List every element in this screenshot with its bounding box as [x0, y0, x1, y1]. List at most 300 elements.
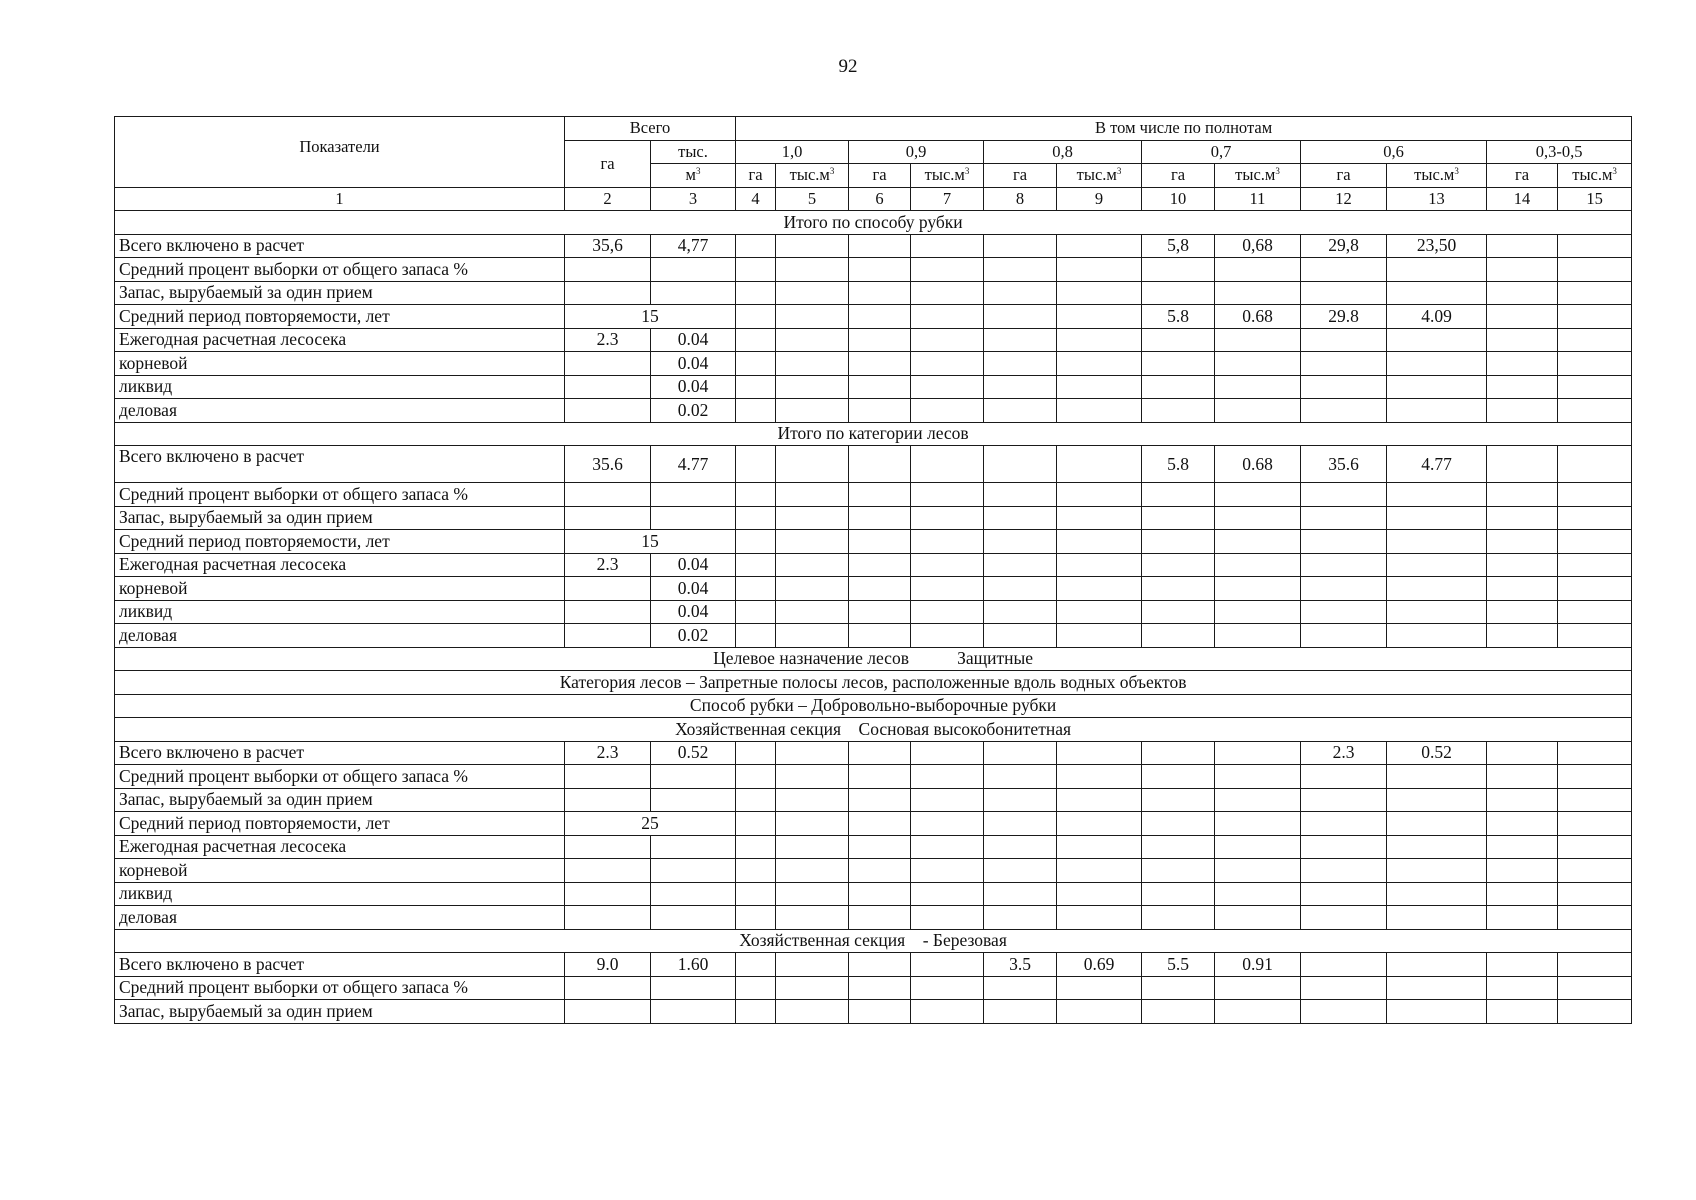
table-cell [911, 859, 984, 883]
table-cell [1057, 906, 1142, 930]
table-cell [1301, 281, 1387, 305]
table-row [115, 305, 1632, 329]
table-cell [1487, 741, 1558, 765]
table-cell [736, 328, 776, 352]
table-cell [1142, 281, 1215, 305]
table-cell [565, 835, 651, 859]
table-cell [651, 882, 736, 906]
column-number: 14 [1487, 187, 1558, 211]
table-cell [1487, 305, 1558, 329]
column-number: 5 [776, 187, 849, 211]
table-cell [1487, 530, 1558, 554]
table-cell [984, 234, 1057, 258]
table-cell [1487, 976, 1558, 1000]
table-cell [849, 788, 911, 812]
table-cell [911, 553, 984, 577]
table-cell: 0.52 [1387, 741, 1487, 765]
table-cell [565, 600, 651, 624]
table-cell [1215, 375, 1301, 399]
table-cell [776, 305, 849, 329]
table-cell [1215, 258, 1301, 282]
table-cell [776, 553, 849, 577]
table-cell [1142, 328, 1215, 352]
table-cell [984, 483, 1057, 507]
table-cell [1387, 859, 1487, 883]
header-unit-ha: га [1142, 164, 1215, 188]
table-cell [984, 281, 1057, 305]
table-cell [1215, 1000, 1301, 1024]
table-cell [849, 375, 911, 399]
row-label: деловая [115, 624, 565, 648]
table-row [115, 281, 1632, 305]
table-cell [1387, 399, 1487, 423]
table-cell [984, 788, 1057, 812]
table-cell [984, 741, 1057, 765]
table-cell [1057, 375, 1142, 399]
table-cell [1057, 577, 1142, 601]
table-cell [565, 375, 651, 399]
table-cell [1057, 812, 1142, 836]
table-cell [984, 553, 1057, 577]
table-cell [1558, 577, 1632, 601]
table-row [115, 976, 1632, 1000]
table-row [115, 882, 1632, 906]
table-cell [776, 835, 849, 859]
table-cell: 29.8 [1301, 305, 1387, 329]
table-cell [736, 305, 776, 329]
table-row [115, 741, 1632, 765]
table-cell [1301, 765, 1387, 789]
table-cell [1057, 281, 1142, 305]
table-row [115, 234, 1632, 258]
table-cell [1387, 788, 1487, 812]
header-density-1: 1,0 [736, 140, 849, 164]
header-density-6: 0,3-0,5 [1487, 140, 1632, 164]
table-cell [776, 328, 849, 352]
column-numbers-row [115, 187, 1632, 211]
table-cell [651, 906, 736, 930]
table-row [115, 506, 1632, 530]
table-cell [565, 788, 651, 812]
table-cell [1301, 953, 1387, 977]
table-cell [1558, 765, 1632, 789]
table-cell: 4.77 [651, 446, 736, 483]
table-cell [1142, 906, 1215, 930]
table-cell [565, 976, 651, 1000]
table-cell [1387, 906, 1487, 930]
table-cell [1387, 553, 1487, 577]
table-cell [1387, 483, 1487, 507]
header-total-ha: га [565, 140, 651, 187]
table-cell [736, 483, 776, 507]
page-number: 92 [838, 56, 858, 77]
header-total: Всего [565, 117, 736, 141]
table-cell [849, 906, 911, 930]
table-cell [1301, 352, 1387, 376]
table-cell [1558, 305, 1632, 329]
row-label: ликвид [115, 375, 565, 399]
table-cell [1387, 281, 1487, 305]
header-unit-ha: га [1487, 164, 1558, 188]
table-cell [911, 483, 984, 507]
allowable-cut-table [114, 116, 1632, 1024]
table-cell [849, 835, 911, 859]
row-label: Средний процент выборки от общего запаса % [115, 483, 565, 507]
table-cell [1301, 258, 1387, 282]
table-cell [736, 506, 776, 530]
header-total-vol-bottom: $м^3$ [651, 164, 736, 188]
section-header-row [115, 211, 1632, 235]
table-cell [1301, 835, 1387, 859]
table-cell [984, 624, 1057, 648]
table-row [115, 530, 1632, 554]
table-cell [1387, 577, 1487, 601]
row-label: Запас, вырубаемый за один прием [115, 506, 565, 530]
table-cell [1057, 765, 1142, 789]
table-cell [849, 600, 911, 624]
row-label: Запас, вырубаемый за один прием [115, 1000, 565, 1024]
table-cell [1487, 234, 1558, 258]
table-cell [1487, 399, 1558, 423]
table-cell [911, 328, 984, 352]
table-cell [1142, 506, 1215, 530]
header-unit-vol: $тыс.м^3$ [911, 164, 984, 188]
table-cell [1215, 600, 1301, 624]
table-cell [565, 399, 651, 423]
table-cell: 0,68 [1215, 234, 1301, 258]
table-cell [1558, 352, 1632, 376]
table-cell [1215, 281, 1301, 305]
table-cell [1215, 835, 1301, 859]
table-cell [1487, 835, 1558, 859]
table-cell [1057, 859, 1142, 883]
table-cell [1387, 953, 1487, 977]
table-cell [1215, 328, 1301, 352]
table-cell [736, 788, 776, 812]
table-cell [1487, 258, 1558, 282]
table-cell [1558, 530, 1632, 554]
table-row [115, 446, 1632, 483]
column-number: 1 [115, 187, 565, 211]
table-cell [651, 483, 736, 507]
table-cell [565, 352, 651, 376]
table-cell [1301, 506, 1387, 530]
table-cell: 3.5 [984, 953, 1057, 977]
table-cell [1057, 835, 1142, 859]
table-cell [1558, 788, 1632, 812]
table-cell [1558, 624, 1632, 648]
table-cell [1215, 976, 1301, 1000]
table-cell [1558, 258, 1632, 282]
table-cell [1057, 788, 1142, 812]
table-cell [984, 399, 1057, 423]
table-cell [651, 506, 736, 530]
table-row [115, 906, 1632, 930]
table-cell [1558, 882, 1632, 906]
table-cell: 0.52 [651, 741, 736, 765]
table-cell [849, 446, 911, 483]
table-cell [1487, 446, 1558, 483]
row-label: корневой [115, 352, 565, 376]
header-density-4: 0,7 [1142, 140, 1301, 164]
table-cell: 0.02 [651, 624, 736, 648]
row-label: Всего включено в расчет [115, 953, 565, 977]
table-row [115, 788, 1632, 812]
table-cell [736, 953, 776, 977]
table-cell [849, 352, 911, 376]
table-cell [1558, 741, 1632, 765]
table-cell [651, 281, 736, 305]
header-unit-vol: $тыс.м^3$ [1057, 164, 1142, 188]
table-cell [984, 258, 1057, 282]
table-cell [1057, 328, 1142, 352]
table-cell [911, 765, 984, 789]
section-title: Итого по категории лесов [115, 422, 1632, 446]
table-cell [1215, 352, 1301, 376]
table-cell [1487, 953, 1558, 977]
table-cell [1487, 882, 1558, 906]
table-cell: 4.77 [1387, 446, 1487, 483]
table-cell [736, 600, 776, 624]
row-label: Всего включено в расчет [115, 446, 565, 483]
row-label: Средний период повторяемости, лет [115, 305, 565, 329]
section-header-row [115, 671, 1632, 695]
table-row [115, 553, 1632, 577]
table-cell [849, 305, 911, 329]
table-cell [911, 530, 984, 554]
table-cell [1215, 812, 1301, 836]
table-cell [849, 483, 911, 507]
table-cell [849, 953, 911, 977]
table-cell [911, 1000, 984, 1024]
header-unit-vol: $тыс.м^3$ [1215, 164, 1301, 188]
table-cell [651, 976, 736, 1000]
table-cell [1387, 328, 1487, 352]
table-cell [565, 506, 651, 530]
header-unit-vol: $тыс.м^3$ [1558, 164, 1632, 188]
row-label: Запас, вырубаемый за один прием [115, 281, 565, 305]
table-cell: 2.3 [565, 553, 651, 577]
table-cell [776, 953, 849, 977]
table-cell [565, 882, 651, 906]
table-cell [736, 399, 776, 423]
table-cell: 35.6 [565, 446, 651, 483]
table-cell [911, 305, 984, 329]
table-row [115, 624, 1632, 648]
table-cell [1558, 906, 1632, 930]
table-cell [1057, 976, 1142, 1000]
row-label: Ежегодная расчетная лесосека [115, 553, 565, 577]
table-row [115, 859, 1632, 883]
table-cell [1301, 1000, 1387, 1024]
table-cell [1301, 577, 1387, 601]
row-label: Всего включено в расчет [115, 741, 565, 765]
section-title: Целевое назначение лесов Защитные [115, 647, 1632, 671]
table-cell [565, 859, 651, 883]
table-cell [736, 1000, 776, 1024]
table-cell [849, 258, 911, 282]
table-cell [736, 446, 776, 483]
table-cell [1487, 624, 1558, 648]
table-cell [849, 234, 911, 258]
table-cell [1142, 258, 1215, 282]
table-cell [849, 812, 911, 836]
table-cell [911, 281, 984, 305]
table-cell [1142, 553, 1215, 577]
table-cell [1142, 859, 1215, 883]
table-header [115, 117, 1632, 211]
table-cell [736, 765, 776, 789]
table-cell [1057, 600, 1142, 624]
table-cell [736, 577, 776, 601]
table-cell [984, 976, 1057, 1000]
table-cell [984, 1000, 1057, 1024]
table-cell [849, 328, 911, 352]
row-label: корневой [115, 859, 565, 883]
column-number: 4 [736, 187, 776, 211]
table-cell [1558, 859, 1632, 883]
table-cell [911, 577, 984, 601]
table-cell [1487, 375, 1558, 399]
table-cell [651, 859, 736, 883]
table-cell: 0.04 [651, 553, 736, 577]
table-cell: 2.3 [565, 741, 651, 765]
table-cell [1142, 399, 1215, 423]
section-header-row [115, 718, 1632, 742]
table-cell [776, 577, 849, 601]
table-cell [776, 765, 849, 789]
table-cell [776, 530, 849, 554]
table-cell [1487, 352, 1558, 376]
table-cell [1487, 765, 1558, 789]
table-cell [1558, 506, 1632, 530]
table-cell [1487, 600, 1558, 624]
table-cell [1387, 835, 1487, 859]
table-cell [1301, 624, 1387, 648]
table-cell [849, 882, 911, 906]
table-cell [911, 812, 984, 836]
table-cell [984, 600, 1057, 624]
table-cell: 0.02 [651, 399, 736, 423]
table-cell: 29,8 [1301, 234, 1387, 258]
table-cell [1057, 624, 1142, 648]
table-cell [1558, 483, 1632, 507]
table-cell [1301, 788, 1387, 812]
table-cell [736, 835, 776, 859]
table-cell [1215, 483, 1301, 507]
table-cell [911, 882, 984, 906]
table-cell [776, 976, 849, 1000]
table-cell: 5,8 [1142, 234, 1215, 258]
table-cell [1215, 577, 1301, 601]
table-row [115, 328, 1632, 352]
table-cell [776, 906, 849, 930]
table-cell [1487, 788, 1558, 812]
table-cell [1215, 906, 1301, 930]
table-cell [1215, 553, 1301, 577]
table-cell [565, 624, 651, 648]
column-number: 10 [1142, 187, 1215, 211]
table-cell [651, 835, 736, 859]
table-cell [984, 577, 1057, 601]
table-cell [984, 506, 1057, 530]
section-title: Категория лесов – Запретные полосы лесов, расположенные вдоль водных объектов [115, 671, 1632, 695]
table-cell [776, 741, 849, 765]
table-cell: 2.3 [1301, 741, 1387, 765]
table-cell [911, 976, 984, 1000]
table-cell [565, 577, 651, 601]
table-cell [1215, 882, 1301, 906]
table-cell [1057, 234, 1142, 258]
table-cell [1057, 446, 1142, 483]
table-cell [1057, 530, 1142, 554]
table-cell [911, 788, 984, 812]
table-cell [1301, 812, 1387, 836]
table-cell: 0.68 [1215, 305, 1301, 329]
table-row [115, 812, 1632, 836]
table-cell [849, 741, 911, 765]
table-cell [849, 506, 911, 530]
table-cell [911, 953, 984, 977]
row-label: ликвид [115, 600, 565, 624]
table-cell [1558, 553, 1632, 577]
table-cell [1387, 1000, 1487, 1024]
table-cell [736, 859, 776, 883]
table-cell [736, 530, 776, 554]
table-cell [1215, 399, 1301, 423]
table-row [115, 399, 1632, 423]
column-number: 3 [651, 187, 736, 211]
row-label: Запас, вырубаемый за один прием [115, 788, 565, 812]
table-cell [911, 234, 984, 258]
table-cell [1487, 553, 1558, 577]
table-cell [1558, 812, 1632, 836]
header-unit-ha: га [736, 164, 776, 188]
table-cell: 4.09 [1387, 305, 1487, 329]
table-cell [1057, 305, 1142, 329]
table-cell [736, 281, 776, 305]
table-row [115, 600, 1632, 624]
table-cell [1301, 530, 1387, 554]
table-cell [1215, 788, 1301, 812]
table-cell [984, 352, 1057, 376]
table-cell [1387, 882, 1487, 906]
table-cell [736, 882, 776, 906]
table-cell [736, 624, 776, 648]
section-title: Хозяйственная секция - Березовая [115, 929, 1632, 953]
table-cell [849, 976, 911, 1000]
table-cell [1215, 741, 1301, 765]
table-cell: 0.04 [651, 352, 736, 376]
table-cell [1558, 835, 1632, 859]
table-cell [1142, 352, 1215, 376]
row-merged-value: 15 [565, 530, 736, 554]
table-cell [1387, 624, 1487, 648]
table-cell [1487, 906, 1558, 930]
table-cell [1387, 352, 1487, 376]
table-cell [1057, 882, 1142, 906]
table-row [115, 835, 1632, 859]
table-cell [1142, 882, 1215, 906]
table-cell [984, 882, 1057, 906]
section-title: Способ рубки – Добровольно-выборочные рубки [115, 694, 1632, 718]
table-cell [1057, 741, 1142, 765]
section-header-row [115, 422, 1632, 446]
column-number: 11 [1215, 187, 1301, 211]
table-cell [1215, 530, 1301, 554]
table-cell [565, 906, 651, 930]
table-cell [911, 446, 984, 483]
